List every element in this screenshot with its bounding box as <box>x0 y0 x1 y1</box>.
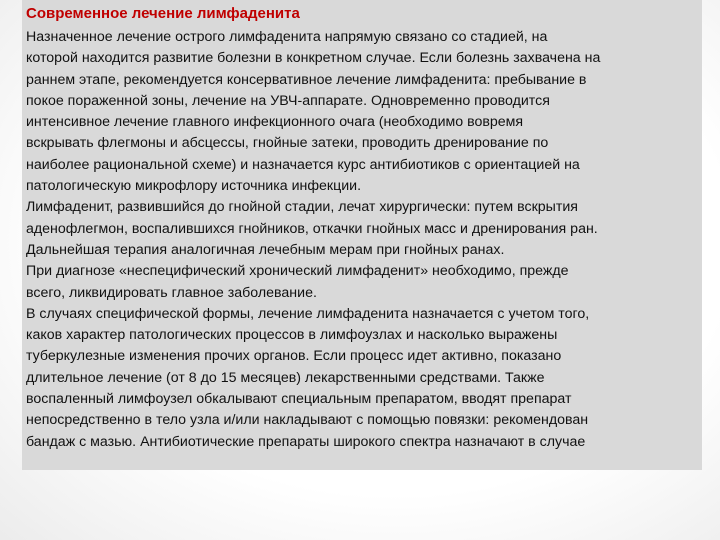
body-line: раннем этапе, рекомендуется консервативное лечение лимфаденита: пребывание в <box>26 71 587 88</box>
body-line: покое пораженной зоны, лечение на УВЧ-аппарате. Одновременно проводится <box>26 92 550 109</box>
body-line: вскрывать флегмоны и абсцессы, гнойные затеки, проводить дренирование по <box>26 135 549 152</box>
body-line: патологическую микрофлору источника инфекции. <box>26 178 362 195</box>
body-line: длительное лечение (от 8 до 15 месяцев) лекарственными средствами. Также <box>26 369 545 386</box>
slide-body-text <box>26 27 702 453</box>
body-line: интенсивное лечение главного инфекционного очага (необходимо вовремя <box>26 114 524 131</box>
body-line: бандаж с мазью. Антибиотические препараты широкого спектра назначают в случае <box>26 433 586 450</box>
body-line: воспаленный лимфоузел обкалывают специальным препаратом, вводят препарат <box>26 391 572 408</box>
body-line: туберкулезные изменения прочих органов. Если процесс идет активно, показано <box>26 348 562 365</box>
body-line: непосредственно в тело узла и/или накладывают с помощью повязки: рекомендован <box>26 412 589 429</box>
body-line: Дальнейшая терапия аналогичная лечебным мерам при гнойных ранах. <box>26 241 505 258</box>
body-line: всего, ликвидировать главное заболевание. <box>26 284 317 301</box>
slide-title: Современное лечение лимфаденита <box>26 5 300 22</box>
body-line: аденофлегмон, воспалившихся гнойников, откачки гнойных масс и дренирования ран. <box>26 220 598 237</box>
body-line: которой находится развитие болезни в конкретном случае. Если болезнь захвачена на <box>26 50 601 67</box>
body-line: В случаях специфической формы, лечение лимфаденита назначается с учетом того, <box>26 305 590 322</box>
body-line: наиболее рациональной схеме) и назначается курс антибиотиков с ориентацией на <box>26 156 580 173</box>
body-line: каков характер патологических процессов в лимфоузлах и насколько выражены <box>26 327 558 344</box>
body-line: При диагнозе «неспецифический хронический лимфаденит» необходимо, прежде <box>26 263 569 280</box>
body-line: Лимфаденит, развившийся до гнойной стадии, лечат хирургически: путем вскрытия <box>26 199 578 216</box>
body-line: Назначенное лечение острого лимфаденита напрямую связано со стадией, на <box>26 29 548 45</box>
